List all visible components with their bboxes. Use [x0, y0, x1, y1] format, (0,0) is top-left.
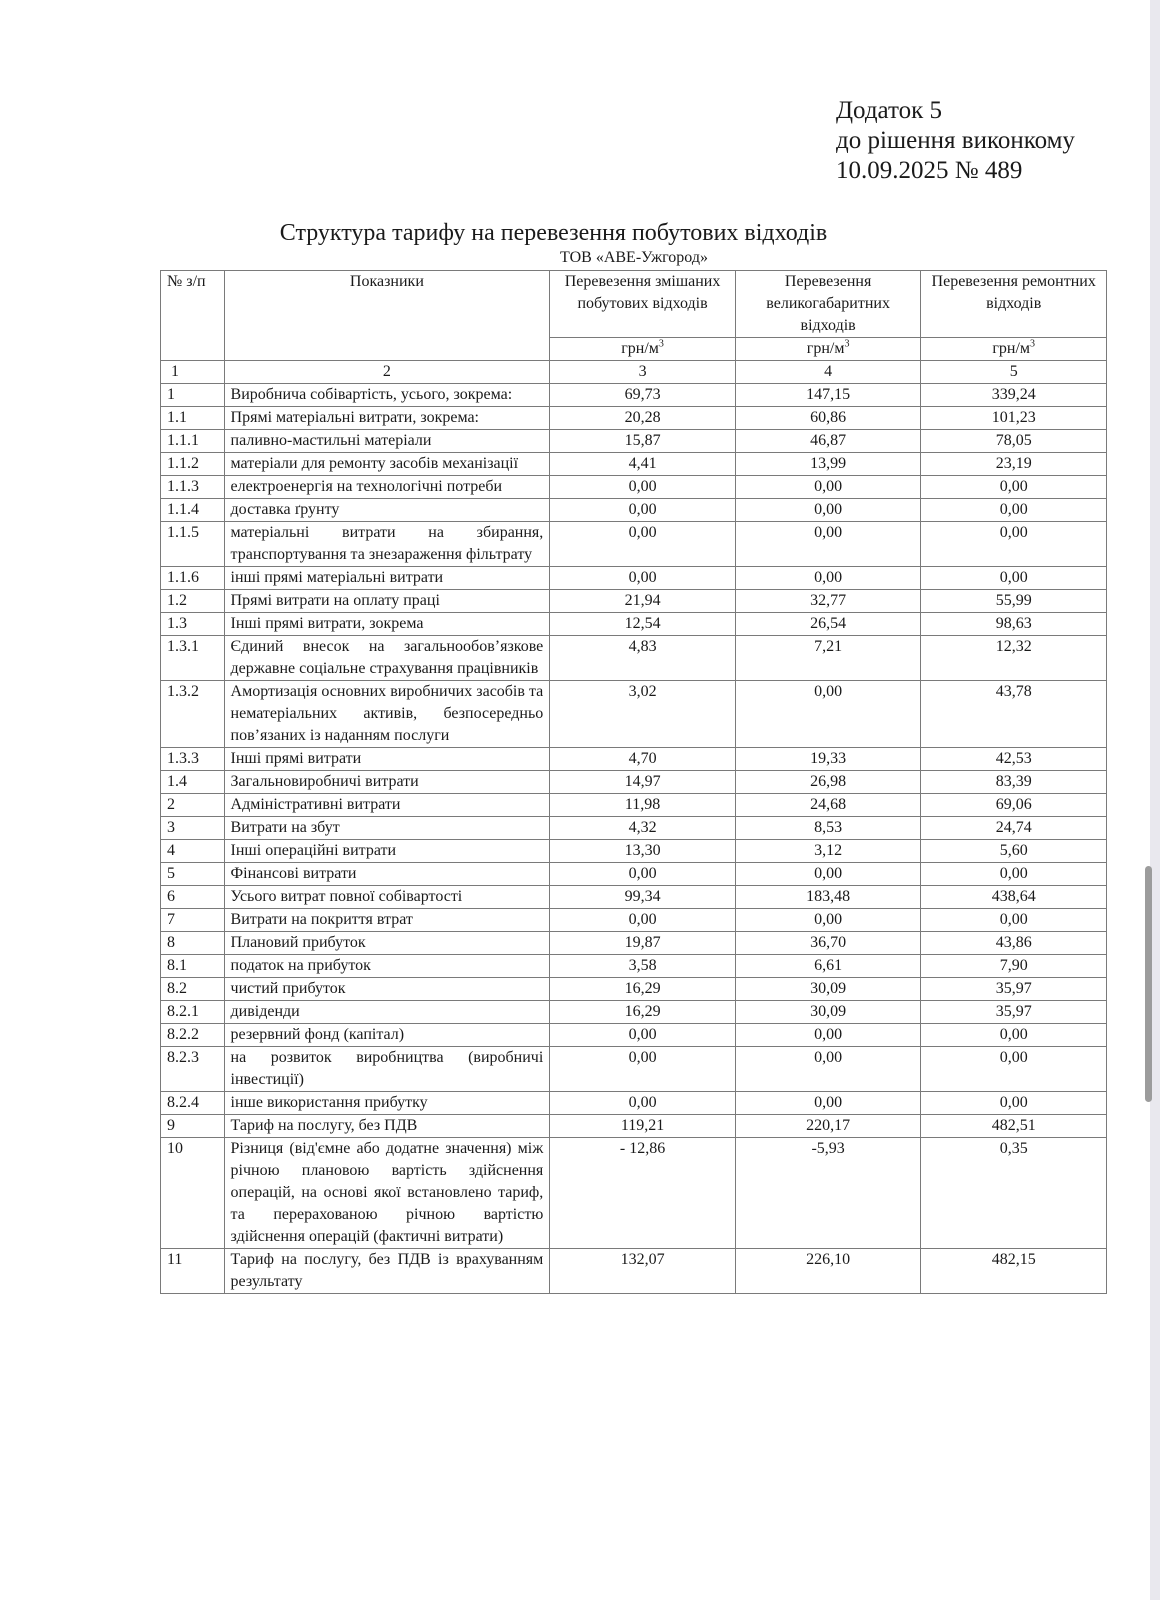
row-indicator-name: Амортизація основних виробничих засобів та нематеріальних активів, безпосередньо пов’язаних із наданням послуги: [224, 681, 550, 748]
value-mixed-waste: 99,34: [550, 886, 736, 909]
row-number: 1.3.1: [161, 636, 225, 681]
value-bulky-waste: 147,15: [735, 384, 921, 407]
row-indicator-name: резервний фонд (капітал): [224, 1024, 550, 1047]
column-number: 4: [735, 361, 921, 384]
table-row: [161, 1138, 1107, 1249]
row-number: 1.1: [161, 407, 225, 430]
table-row: [161, 932, 1107, 955]
row-number: 8.2.3: [161, 1047, 225, 1092]
row-indicator-name: Адміністративні витрати: [224, 794, 550, 817]
row-number: 8.2.4: [161, 1092, 225, 1115]
value-bulky-waste: 0,00: [735, 522, 921, 567]
value-repair-waste: 0,00: [921, 476, 1107, 499]
value-bulky-waste: 19,33: [735, 748, 921, 771]
table-row: [161, 636, 1107, 681]
row-indicator-name: електроенергія на технологічні потреби: [224, 476, 550, 499]
row-indicator-name: матеріали для ремонту засобів механізації: [224, 453, 550, 476]
row-number: 3: [161, 817, 225, 840]
column-numbers-row: [161, 361, 1107, 384]
table-row: [161, 499, 1107, 522]
table-row: [161, 955, 1107, 978]
table-row: [161, 1001, 1107, 1024]
value-repair-waste: 0,00: [921, 1024, 1107, 1047]
value-bulky-waste: 0,00: [735, 681, 921, 748]
value-bulky-waste: 36,70: [735, 932, 921, 955]
row-number: 1: [161, 384, 225, 407]
row-number: 8.2.1: [161, 1001, 225, 1024]
value-repair-waste: 35,97: [921, 1001, 1107, 1024]
value-bulky-waste: 0,00: [735, 567, 921, 590]
tariff-structure-table: [160, 270, 1107, 1294]
value-bulky-waste: 0,00: [735, 909, 921, 932]
unit-col3: грн/$м^3$: [550, 338, 736, 361]
annex-date-number: 10.09.2025 № 489: [836, 157, 1023, 184]
table-row: [161, 863, 1107, 886]
value-bulky-waste: 46,87: [735, 430, 921, 453]
value-repair-waste: 98,63: [921, 613, 1107, 636]
scrollbar-thumb[interactable]: [1145, 866, 1152, 1102]
row-number: 8: [161, 932, 225, 955]
column-number: 2: [224, 361, 550, 384]
table-row: [161, 1249, 1107, 1294]
value-mixed-waste: 19,87: [550, 932, 736, 955]
table-row: [161, 681, 1107, 748]
value-mixed-waste: 12,54: [550, 613, 736, 636]
value-repair-waste: 0,00: [921, 499, 1107, 522]
table-row: [161, 1092, 1107, 1115]
value-mixed-waste: 69,73: [550, 384, 736, 407]
document-title: Структура тарифу на перевезення побутових відходів: [279, 220, 828, 246]
row-indicator-name: Фінансові витрати: [224, 863, 550, 886]
company-name: ТОВ «АВЕ-Ужгород»: [560, 249, 708, 266]
scrollbar-track[interactable]: [1150, 0, 1160, 1600]
value-bulky-waste: 60,86: [735, 407, 921, 430]
value-repair-waste: 438,64: [921, 886, 1107, 909]
row-number: 1.1.1: [161, 430, 225, 453]
row-indicator-name: Інші прямі витрати, зокрема: [224, 613, 550, 636]
value-repair-waste: 42,53: [921, 748, 1107, 771]
value-mixed-waste: 16,29: [550, 978, 736, 1001]
value-repair-waste: 43,78: [921, 681, 1107, 748]
row-number: 1.1.3: [161, 476, 225, 499]
table-row: [161, 476, 1107, 499]
value-repair-waste: 0,00: [921, 1047, 1107, 1092]
value-mixed-waste: 0,00: [550, 567, 736, 590]
table-row: [161, 430, 1107, 453]
annex-decision: до рішення виконкому: [836, 127, 1075, 154]
value-repair-waste: 5,60: [921, 840, 1107, 863]
header-bulky-waste: Перевезення великогабаритних відходів: [735, 271, 921, 338]
row-indicator-name: Витрати на покриття втрат: [224, 909, 550, 932]
value-mixed-waste: 21,94: [550, 590, 736, 613]
value-repair-waste: 35,97: [921, 978, 1107, 1001]
value-mixed-waste: 0,00: [550, 476, 736, 499]
row-number: 10: [161, 1138, 225, 1249]
header-indicator: Показники: [224, 271, 550, 361]
row-indicator-name: Прямі витрати на оплату праці: [224, 590, 550, 613]
row-number: 4: [161, 840, 225, 863]
value-mixed-waste: 3,02: [550, 681, 736, 748]
row-indicator-name: Загальновиробничі витрати: [224, 771, 550, 794]
table-body: [161, 384, 1107, 1294]
table-row: [161, 840, 1107, 863]
value-mixed-waste: 0,00: [550, 1047, 736, 1092]
value-mixed-waste: 11,98: [550, 794, 736, 817]
value-mixed-waste: 0,00: [550, 909, 736, 932]
value-bulky-waste: 0,00: [735, 1092, 921, 1115]
row-number: 1.3.2: [161, 681, 225, 748]
table-row: [161, 886, 1107, 909]
table-row: [161, 590, 1107, 613]
value-repair-waste: 101,23: [921, 407, 1107, 430]
table-row: [161, 1024, 1107, 1047]
table-row: [161, 613, 1107, 636]
row-indicator-name: на розвиток виробництва (виробничі інвестиції): [224, 1047, 550, 1092]
row-number: 8.2.2: [161, 1024, 225, 1047]
value-bulky-waste: 0,00: [735, 863, 921, 886]
table-row: [161, 748, 1107, 771]
value-mixed-waste: 0,00: [550, 1092, 736, 1115]
value-bulky-waste: 8,53: [735, 817, 921, 840]
row-number: 8.2: [161, 978, 225, 1001]
row-indicator-name: податок на прибуток: [224, 955, 550, 978]
header-repair-waste: Перевезення ремонтних відходів: [921, 271, 1107, 338]
row-number: 1.3: [161, 613, 225, 636]
row-number: 1.2: [161, 590, 225, 613]
row-indicator-name: Витрати на збут: [224, 817, 550, 840]
value-mixed-waste: 4,70: [550, 748, 736, 771]
column-number: 5: [921, 361, 1107, 384]
annex-number: Додаток 5: [836, 97, 942, 124]
row-number: 5: [161, 863, 225, 886]
value-bulky-waste: 220,17: [735, 1115, 921, 1138]
table-row: [161, 407, 1107, 430]
table-row: [161, 1047, 1107, 1092]
value-mixed-waste: 3,58: [550, 955, 736, 978]
table-row: [161, 1115, 1107, 1138]
table-row: [161, 384, 1107, 407]
value-mixed-waste: 4,32: [550, 817, 736, 840]
row-indicator-name: доставка ґрунту: [224, 499, 550, 522]
value-mixed-waste: 0,00: [550, 1024, 736, 1047]
row-number: 9: [161, 1115, 225, 1138]
value-repair-waste: 12,32: [921, 636, 1107, 681]
row-number: 1.3.3: [161, 748, 225, 771]
value-bulky-waste: 0,00: [735, 1024, 921, 1047]
row-indicator-name: інше використання прибутку: [224, 1092, 550, 1115]
value-mixed-waste: - 12,86: [550, 1138, 736, 1249]
value-bulky-waste: 0,00: [735, 1047, 921, 1092]
row-number: 2: [161, 794, 225, 817]
value-repair-waste: 69,06: [921, 794, 1107, 817]
table-row: [161, 817, 1107, 840]
value-mixed-waste: 14,97: [550, 771, 736, 794]
row-indicator-name: Усього витрат повної собівартості: [224, 886, 550, 909]
value-mixed-waste: 0,00: [550, 499, 736, 522]
value-repair-waste: 482,51: [921, 1115, 1107, 1138]
row-number: 6: [161, 886, 225, 909]
row-indicator-name: Тариф на послугу, без ПДВ: [224, 1115, 550, 1138]
row-indicator-name: чистий прибуток: [224, 978, 550, 1001]
row-indicator-name: матеріальні витрати на збирання, транспортування та знезараження фільтрату: [224, 522, 550, 567]
value-mixed-waste: 16,29: [550, 1001, 736, 1024]
value-repair-waste: 0,35: [921, 1138, 1107, 1249]
value-mixed-waste: 4,83: [550, 636, 736, 681]
row-indicator-name: Інші операційні витрати: [224, 840, 550, 863]
unit-col5: грн/$м^3$: [921, 338, 1107, 361]
table-row: [161, 794, 1107, 817]
row-number: 1.1.5: [161, 522, 225, 567]
value-repair-waste: 339,24: [921, 384, 1107, 407]
row-indicator-name: Різниця (від'ємне або додатне значення) між річною плановою вартість здійснення операцій, на основі якої встановлено тариф, та перерахованою річною вартістю здійснення операцій (фактичні витрати): [224, 1138, 550, 1249]
value-mixed-waste: 13,30: [550, 840, 736, 863]
annex-block: [836, 96, 1075, 186]
value-mixed-waste: 119,21: [550, 1115, 736, 1138]
value-bulky-waste: 3,12: [735, 840, 921, 863]
row-indicator-name: Прямі матеріальні витрати, зокрема:: [224, 407, 550, 430]
value-repair-waste: 83,39: [921, 771, 1107, 794]
value-mixed-waste: 0,00: [550, 863, 736, 886]
header-mixed-waste: Перевезення змішаних побутових відходів: [550, 271, 736, 338]
value-mixed-waste: 20,28: [550, 407, 736, 430]
value-mixed-waste: 132,07: [550, 1249, 736, 1294]
value-repair-waste: 24,74: [921, 817, 1107, 840]
value-bulky-waste: -5,93: [735, 1138, 921, 1249]
row-number: 8.1: [161, 955, 225, 978]
value-bulky-waste: 26,98: [735, 771, 921, 794]
value-repair-waste: 43,86: [921, 932, 1107, 955]
value-bulky-waste: 7,21: [735, 636, 921, 681]
value-bulky-waste: 30,09: [735, 978, 921, 1001]
row-indicator-name: паливно-мастильні матеріали: [224, 430, 550, 453]
value-repair-waste: 55,99: [921, 590, 1107, 613]
row-indicator-name: інші прямі матеріальні витрати: [224, 567, 550, 590]
header-no: № з/п: [161, 271, 225, 361]
value-repair-waste: 0,00: [921, 863, 1107, 886]
row-indicator-name: Єдиний внесок на загальнообов’язкове державне соціальне страхування працівників: [224, 636, 550, 681]
table-row: [161, 453, 1107, 476]
value-repair-waste: 23,19: [921, 453, 1107, 476]
table-row: [161, 567, 1107, 590]
value-bulky-waste: 6,61: [735, 955, 921, 978]
row-number: 1.1.4: [161, 499, 225, 522]
value-bulky-waste: 183,48: [735, 886, 921, 909]
value-repair-waste: 0,00: [921, 522, 1107, 567]
row-number: 1.1.2: [161, 453, 225, 476]
row-indicator-name: Тариф на послугу, без ПДВ із врахуванням результату: [224, 1249, 550, 1294]
column-number: 1: [161, 361, 225, 384]
value-repair-waste: 0,00: [921, 1092, 1107, 1115]
row-number: 1.1.6: [161, 567, 225, 590]
table-row: [161, 978, 1107, 1001]
row-number: 1.4: [161, 771, 225, 794]
value-mixed-waste: 15,87: [550, 430, 736, 453]
table-row: [161, 771, 1107, 794]
value-mixed-waste: 0,00: [550, 522, 736, 567]
value-bulky-waste: 0,00: [735, 476, 921, 499]
row-number: 7: [161, 909, 225, 932]
value-mixed-waste: 4,41: [550, 453, 736, 476]
row-number: 11: [161, 1249, 225, 1294]
row-indicator-name: Виробнича собівартість, усього, зокрема:: [224, 384, 550, 407]
value-repair-waste: 78,05: [921, 430, 1107, 453]
row-indicator-name: Інші прямі витрати: [224, 748, 550, 771]
value-bulky-waste: 226,10: [735, 1249, 921, 1294]
value-bulky-waste: 30,09: [735, 1001, 921, 1024]
value-repair-waste: 7,90: [921, 955, 1107, 978]
value-repair-waste: 0,00: [921, 909, 1107, 932]
value-repair-waste: 482,15: [921, 1249, 1107, 1294]
row-indicator-name: Плановий прибуток: [224, 932, 550, 955]
row-indicator-name: дивіденди: [224, 1001, 550, 1024]
table-header-row: [161, 271, 1107, 338]
value-bulky-waste: 24,68: [735, 794, 921, 817]
table-row: [161, 522, 1107, 567]
value-bulky-waste: 13,99: [735, 453, 921, 476]
value-repair-waste: 0,00: [921, 567, 1107, 590]
unit-col4: грн/$м^3$: [735, 338, 921, 361]
table-row: [161, 909, 1107, 932]
column-number: 3: [550, 361, 736, 384]
value-bulky-waste: 26,54: [735, 613, 921, 636]
value-bulky-waste: 32,77: [735, 590, 921, 613]
value-bulky-waste: 0,00: [735, 499, 921, 522]
